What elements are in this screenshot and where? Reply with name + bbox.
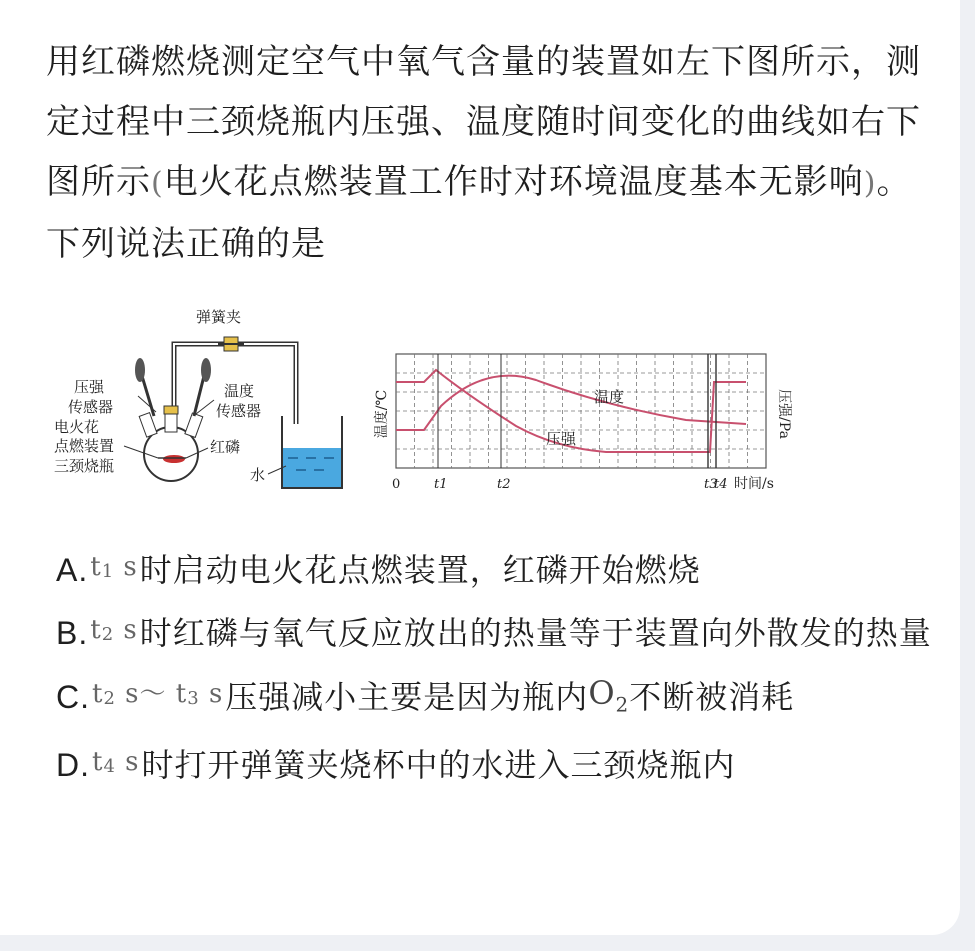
option-letter: A.	[56, 552, 89, 588]
beaker-water	[283, 448, 341, 487]
flask-neck-left	[139, 413, 157, 437]
x-tick-label: t2	[497, 477, 511, 492]
option-b[interactable]	[56, 601, 936, 664]
water-label: 水	[250, 466, 266, 484]
series-label-pressure: 压强	[546, 430, 577, 448]
leader-pressure	[138, 396, 156, 412]
flask-neck-right	[185, 413, 203, 437]
question-tail: 。下列说法正确的是	[46, 162, 912, 264]
option-letter: D.	[56, 747, 90, 784]
time-symbol: $t_4$ s	[92, 747, 140, 778]
answer-options	[56, 538, 936, 796]
temp-sensor-label-1: 温度	[224, 382, 255, 400]
y-axis-label-right: 压强/Pa	[776, 389, 792, 439]
pressure-sensor-label-1: 压强	[74, 378, 105, 396]
series-label-temperature: 温度	[594, 388, 625, 406]
x-tick-label: 0	[392, 477, 401, 492]
red-phosphorus-icon	[163, 455, 185, 463]
time-symbol: $t_1$ s	[90, 552, 138, 582]
option-c[interactable]	[56, 664, 936, 733]
apparatus-diagram	[54, 308, 342, 488]
option-letter: C.	[56, 679, 90, 715]
oxygen-formula: $O_2$	[588, 674, 630, 717]
temp-sensor-label-2: 传感器	[216, 402, 262, 420]
clamp-label: 弹簧夹	[196, 308, 242, 326]
option-text: 时打开弹簧夹烧杯中的水进入三颈烧瓶内	[141, 746, 736, 785]
chart	[373, 354, 792, 492]
option-d[interactable]	[56, 733, 936, 796]
question-text	[46, 32, 926, 274]
time-symbol: $t_2$ s	[90, 615, 138, 645]
option-text-2: 不断被消耗	[629, 678, 795, 716]
option-letter: B.	[56, 615, 89, 651]
spark-label-2: 点燃装置	[54, 437, 115, 455]
pressure-sensor-icon	[135, 358, 145, 382]
pressure-sensor-label-2: 传感器	[68, 398, 114, 416]
x-tick-label: t4	[714, 477, 728, 492]
option-text: 时启动电火花点燃装置，红磷开始燃烧	[139, 551, 701, 589]
experiment-figure	[46, 296, 816, 506]
x-axis-label: 时间/s	[734, 476, 774, 492]
question-note: 电火花点燃装置工作时对环境温度基本无影响	[163, 162, 864, 202]
flask-label: 三颈烧瓶	[54, 457, 115, 475]
spark-label-1: 电火花	[54, 418, 100, 436]
option-text: 压强减小主要是因为瓶内	[225, 678, 589, 716]
x-tick-label: t3	[704, 477, 718, 492]
spring-clamp-icon	[218, 337, 244, 351]
option-text: 时红磷与氧气反应放出的热量等于装置向外散发的热量	[139, 614, 932, 652]
phosphorus-label: 红磷	[210, 438, 241, 456]
paren-open: (	[151, 166, 164, 201]
leader-spark	[124, 446, 158, 458]
temp-sensor-probe	[194, 376, 204, 416]
option-a[interactable]	[56, 538, 936, 601]
time-symbol: $t_2$ s～ $t_3$ s	[92, 679, 224, 709]
question-stem: 用红磷燃烧测定空气中氧气含量的装置如左下图所示，测定过程中三颈烧瓶内压强、温度随时间变化的曲线如右下图所示	[46, 42, 921, 202]
stopper-middle	[164, 406, 178, 414]
paren-close: )	[863, 166, 877, 201]
x-tick-label: t1	[434, 477, 448, 492]
y-axis-label-left: 温度/℃	[374, 389, 390, 439]
temp-sensor-icon	[201, 358, 211, 382]
pressure-sensor-probe	[142, 376, 154, 416]
